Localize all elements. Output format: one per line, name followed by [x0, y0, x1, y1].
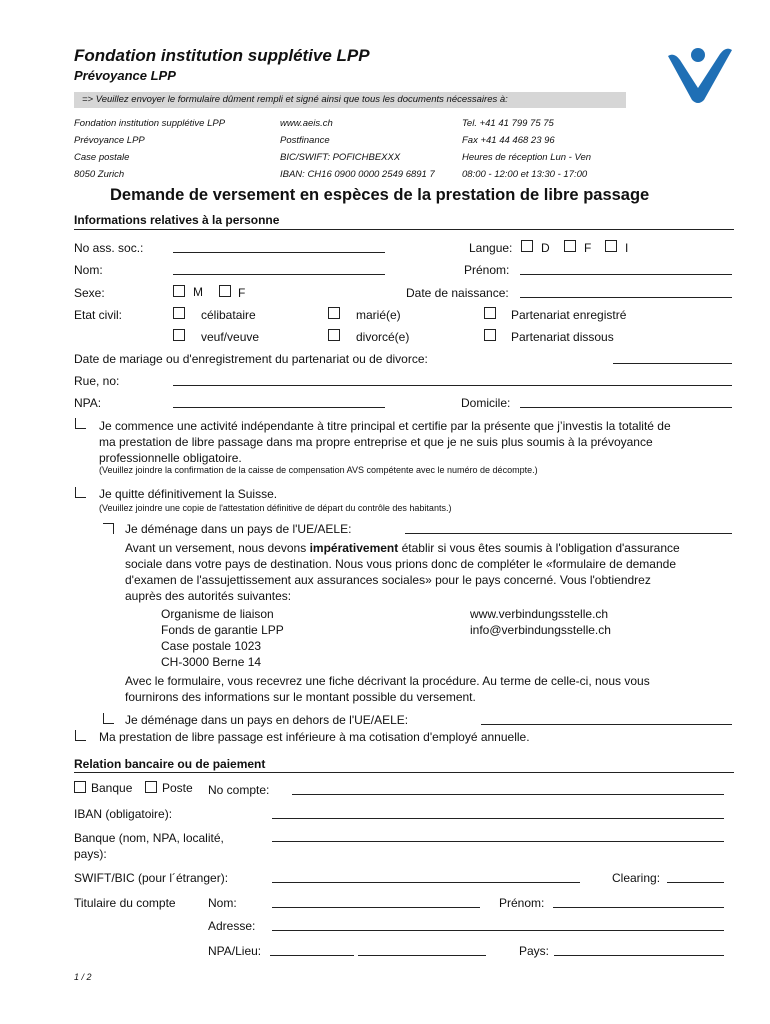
notice-banner: => Veuillez envoyer le formulaire dûment rempli et signé ainsi que tous les documents nécessaires à:	[74, 92, 626, 108]
no-ass-soc-label: No ass. soc.:	[74, 241, 144, 255]
lieu-field[interactable]	[358, 944, 486, 956]
celibataire-checkbox[interactable]	[173, 307, 185, 319]
nom-label: Nom:	[74, 263, 103, 277]
domicile-label: Domicile:	[461, 396, 511, 410]
contact-line: Heures de réception Lun - Ven	[462, 152, 592, 163]
clearing-label: Clearing:	[612, 871, 661, 885]
swift-field[interactable]	[272, 871, 580, 883]
section-divider	[74, 229, 734, 230]
liaison-contact	[470, 606, 611, 638]
prenom-label: Prénom:	[464, 263, 510, 277]
address-line: Fonds de garantie LPP	[161, 623, 284, 637]
banque-nom-field[interactable]	[272, 830, 724, 842]
contact-col2	[280, 115, 435, 183]
reason-inferieure-text: Ma prestation de libre passage est inférieure à ma cotisation d'employé annuelle.	[99, 730, 530, 744]
date-mariage-label: Date de mariage ou d'enregistrement du partenariat ou de divorce:	[74, 352, 428, 366]
celibataire-label: célibataire	[201, 308, 256, 322]
reason-quitte-suisse-checkbox[interactable]	[75, 487, 86, 498]
label-line: pays):	[74, 847, 107, 861]
contact-line: Tel. +41 41 799 75 75	[462, 118, 554, 129]
adresse-label: Adresse:	[208, 919, 256, 933]
domicile-field[interactable]	[520, 396, 732, 408]
titulaire-label: Titulaire du compte	[74, 896, 176, 910]
hors-ue-country-field[interactable]	[481, 713, 732, 725]
contact-line: BIC/SWIFT: POFICHBEXXX	[280, 152, 401, 163]
reason-ue-aele-checkbox[interactable]	[103, 523, 114, 534]
reason-independant-checkbox[interactable]	[75, 418, 86, 429]
veuf-label: veuf/veuve	[201, 330, 260, 344]
partenariat-enregistre-checkbox[interactable]	[484, 307, 496, 319]
sexe-label: Sexe:	[74, 286, 105, 300]
contact-line: Case postale	[74, 152, 130, 163]
titulaire-prenom-label: Prénom:	[499, 896, 545, 910]
liaison-email-link: info@verbindungsstelle.ch	[470, 623, 611, 637]
procedure-text	[125, 673, 650, 705]
contact-line: Prévoyance LPP	[74, 135, 145, 146]
form-title: Demande de versement en espèces de la prestation de libre passage	[110, 186, 650, 204]
sexe-f-label: F	[238, 286, 246, 300]
npa-label: NPA:	[74, 396, 102, 410]
section-divider	[74, 772, 734, 773]
date-naissance-field[interactable]	[520, 286, 732, 298]
instruction-line: d'examen de l'assujettissement aux assurances sociales» pour le pays concerné. Vous l'obtiendrez	[125, 573, 651, 587]
address-line: Case postale 1023	[161, 639, 262, 653]
lang-d-label: D	[541, 241, 550, 255]
titulaire-nom-field[interactable]	[272, 896, 480, 908]
contact-col1	[74, 115, 225, 183]
banque-nom-label	[74, 830, 224, 862]
poste-checkbox[interactable]	[145, 781, 157, 793]
org-title: Fondation institution supplétive LPP	[74, 46, 370, 65]
lang-i-checkbox[interactable]	[605, 240, 617, 252]
reason-line: ma prestation de libre passage dans ma propre entreprise et que je ne suis plus soumis à la prévoyance	[99, 435, 653, 449]
contact-line: IBAN: CH16 0900 0000 2549 6891 7	[280, 169, 435, 180]
no-compte-label: No compte:	[208, 783, 270, 797]
etat-civil-label: Etat civil:	[74, 308, 123, 322]
sexe-m-checkbox[interactable]	[173, 285, 185, 297]
contact-col3	[462, 115, 591, 183]
liaison-website-link: www.verbindungsstelle.ch	[470, 607, 609, 621]
divorce-label: divorcé(e)	[356, 330, 410, 344]
banque-checkbox[interactable]	[74, 781, 86, 793]
iban-label: IBAN (obligatoire):	[74, 807, 173, 821]
reason-ue-aele-text: Je déménage dans un pays de l'UE/AELE:	[125, 522, 352, 536]
titulaire-prenom-field[interactable]	[553, 896, 724, 908]
lang-f-label: F	[584, 241, 592, 255]
npa-lieu-label: NPA/Lieu:	[208, 944, 262, 958]
section-bank: Relation bancaire ou de paiement	[74, 757, 266, 771]
partenariat-dissous-checkbox[interactable]	[484, 329, 496, 341]
address-line: CH-3000 Berne 14	[161, 655, 262, 669]
pays-field[interactable]	[554, 944, 724, 956]
prenom-field[interactable]	[520, 263, 732, 275]
lang-i-label: I	[625, 241, 629, 255]
contact-line: Postfinance	[280, 135, 330, 146]
titulaire-nom-label: Nom:	[208, 896, 237, 910]
banque-label: Banque	[91, 781, 133, 795]
contact-line: Fondation institution supplétive LPP	[74, 118, 226, 129]
contact-line: www.aeis.ch	[280, 118, 333, 129]
contact-line: 8050 Zurich	[74, 169, 125, 180]
marie-label: marié(e)	[356, 308, 401, 322]
iban-field[interactable]	[272, 807, 724, 819]
swift-label: SWIFT/BIC (pour l´étranger):	[74, 871, 229, 885]
ue-aele-country-field[interactable]	[405, 522, 732, 534]
partenariat-enregistre-label: Partenariat enregistré	[511, 308, 627, 322]
sexe-m-label: M	[193, 285, 203, 299]
procedure-line: Avec le formulaire, vous recevrez une fiche décrivant la procédure. Au terme de celle-ci, nous vous	[125, 674, 650, 688]
address-line: Organisme de liaison	[161, 607, 274, 621]
rue-field[interactable]	[173, 374, 732, 386]
reason-quitte-suisse-note: (Veuillez joindre une copie de l'attestation définitive de départ du contrôle des habitants.)	[99, 503, 452, 513]
org-subtitle: Prévoyance LPP	[74, 68, 176, 83]
veuf-checkbox[interactable]	[173, 329, 185, 341]
label-line: Banque (nom, NPA, localité,	[74, 831, 224, 845]
rue-label: Rue, no:	[74, 374, 120, 388]
lang-d-checkbox[interactable]	[521, 240, 533, 252]
date-mariage-field[interactable]	[613, 352, 732, 364]
reason-hors-ue-checkbox[interactable]	[103, 713, 114, 724]
no-ass-soc-field[interactable]	[173, 241, 385, 253]
partenariat-dissous-label: Partenariat dissous	[511, 330, 614, 344]
nom-field[interactable]	[173, 263, 385, 275]
contact-line: 08:00 - 12:00 et 13:30 - 17:00	[462, 169, 588, 180]
reason-independant-text	[99, 418, 671, 466]
reason-independant-note: (Veuillez joindre la confirmation de la caisse de compensation AVS compétente avec le numéro de décompte.)	[99, 465, 538, 475]
procedure-line: fournirons des informations sur le montant possible du versement.	[125, 690, 476, 704]
marie-checkbox[interactable]	[328, 307, 340, 319]
reason-line: professionnelle obligatoire.	[99, 451, 242, 465]
reason-hors-ue-text: Je déménage dans un pays en dehors de l'UE/AELE:	[125, 713, 409, 727]
sexe-f-checkbox[interactable]	[219, 285, 231, 297]
adresse-field[interactable]	[272, 919, 724, 931]
reason-line: Je commence une activité indépendante à titre principal et certifie par la présente que j’investis la totalité de	[99, 419, 671, 433]
pays-label: Pays:	[519, 944, 550, 958]
npa-field[interactable]	[173, 396, 385, 408]
npa-field-bank[interactable]	[270, 944, 354, 956]
contact-line: Fax +41 44 468 23 96	[462, 135, 555, 146]
section-person: Informations relatives à la personne	[74, 213, 280, 227]
reason-inferieure-checkbox[interactable]	[75, 730, 86, 741]
divorce-checkbox[interactable]	[328, 329, 340, 341]
ue-aele-instructions	[125, 540, 680, 604]
instruction-line: sociale dans votre pays de destination. Nous vous prions donc de compléter le «formulaire de demande	[125, 557, 676, 571]
instruction-line: auprès des autorités suivantes:	[125, 589, 292, 603]
lang-f-checkbox[interactable]	[564, 240, 576, 252]
liaison-address	[161, 606, 284, 670]
instruction-line: Avant un versement, nous devons impérativement établir si vous êtes soumis à l'obligation d'assurance	[125, 541, 680, 555]
poste-label: Poste	[162, 781, 193, 795]
reason-quitte-suisse-text: Je quitte définitivement la Suisse.	[99, 487, 278, 501]
logo-icon	[664, 44, 736, 104]
clearing-field[interactable]	[667, 871, 724, 883]
date-naissance-label: Date de naissance:	[406, 286, 509, 300]
page-number: 1 / 2	[74, 972, 92, 982]
langue-label: Langue:	[469, 241, 513, 255]
no-compte-field[interactable]	[292, 783, 724, 795]
